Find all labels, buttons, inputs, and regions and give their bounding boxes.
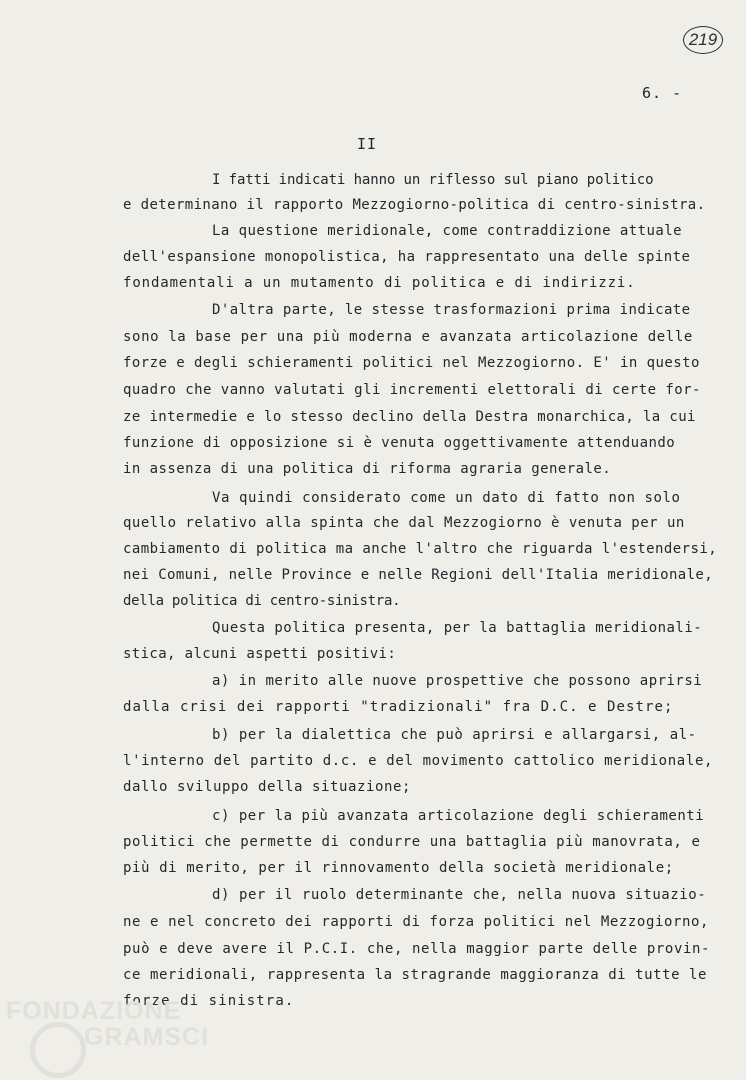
page-number: 6. - <box>642 84 683 102</box>
text-line: a) in merito alle nuove prospettive che possono aprirsi <box>212 673 703 689</box>
text-line: ne e nel concreto dei rapporti di forza politici nel Mezzogiorno, <box>123 914 710 930</box>
text-line: ce meridionali, rappresenta la stragrande maggioranza di tutte le <box>123 967 708 983</box>
text-line: dalla crisi dei rapporti "tradizionali" fra D.C. e Destre; <box>123 699 674 715</box>
text-line: funzione di opposizione si è venuta oggettivamente attenduando <box>123 435 676 451</box>
text-line: Va quindi considerato come un dato di fatto non solo <box>212 490 681 506</box>
text-line: I fatti indicati hanno un riflesso sul piano politico <box>212 172 654 188</box>
archive-stamp: 219 <box>683 26 723 54</box>
text-line: fondamentali a un mutamento di politica e di indirizzi. <box>123 275 636 291</box>
text-line: nei Comuni, nelle Province e nelle Regioni dell'Italia meridionale, <box>123 567 713 583</box>
text-line: Questa politica presenta, per la battaglia meridionali- <box>212 620 703 636</box>
text-line: della politica di centro-sinistra. <box>123 593 401 609</box>
watermark-line-1: FONDAZIONE <box>6 997 182 1025</box>
text-line: dell'espansione monopolistica, ha rappresentato una delle spinte <box>123 249 691 265</box>
text-line: forze di sinistra. <box>123 993 295 1009</box>
section-heading: II <box>357 135 378 153</box>
text-line: cambiamento di politica ma anche l'altro che riguarda l'estendersi, <box>123 541 718 557</box>
text-line: quello relativo alla spinta che dal Mezzogiorno è venuta per un <box>123 515 685 531</box>
text-line: ze intermedie e lo stesso declino della Destra monarchica, la cui <box>123 409 696 425</box>
text-line: più di merito, per il rinnovamento della società meridionale; <box>123 860 674 876</box>
watermark <box>6 998 209 1050</box>
text-line: D'altra parte, le stesse trasformazioni prima indicate <box>212 302 691 318</box>
text-line: stica, alcuni aspetti positivi: <box>123 646 397 662</box>
text-line: in assenza di una politica di riforma agraria generale. <box>123 461 612 477</box>
text-line: sono la base per una più moderna e avanzata articolazione delle <box>123 329 693 345</box>
text-line: quadro che vanno valutati gli incrementi elettorali di certe for- <box>123 382 701 398</box>
watermark-line-2: GRAMSCI <box>84 1023 210 1051</box>
text-line: l'interno del partito d.c. e del movimento cattolico meridionale, <box>123 753 714 769</box>
text-line: forze e degli schieramenti politici nel Mezzogiorno. E' in questo <box>123 355 700 371</box>
text-line: c) per la più avanzata articolazione degli schieramenti <box>212 808 705 824</box>
text-line: dallo sviluppo della situazione; <box>123 779 411 795</box>
text-line: b) per la dialettica che può aprirsi e allargarsi, al- <box>212 727 697 743</box>
text-line: d) per il ruolo determinante che, nella nuova situazio- <box>212 887 707 903</box>
text-line: può e deve avere il P.C.I. che, nella maggior parte delle provin- <box>123 941 711 957</box>
text-line: politici che permette di condurre una battaglia più manovrata, e <box>123 834 701 850</box>
text-line: La questione meridionale, come contraddizione attuale <box>212 223 682 239</box>
text-line: e determinano il rapporto Mezzogiorno-politica di centro-sinistra. <box>123 197 706 213</box>
